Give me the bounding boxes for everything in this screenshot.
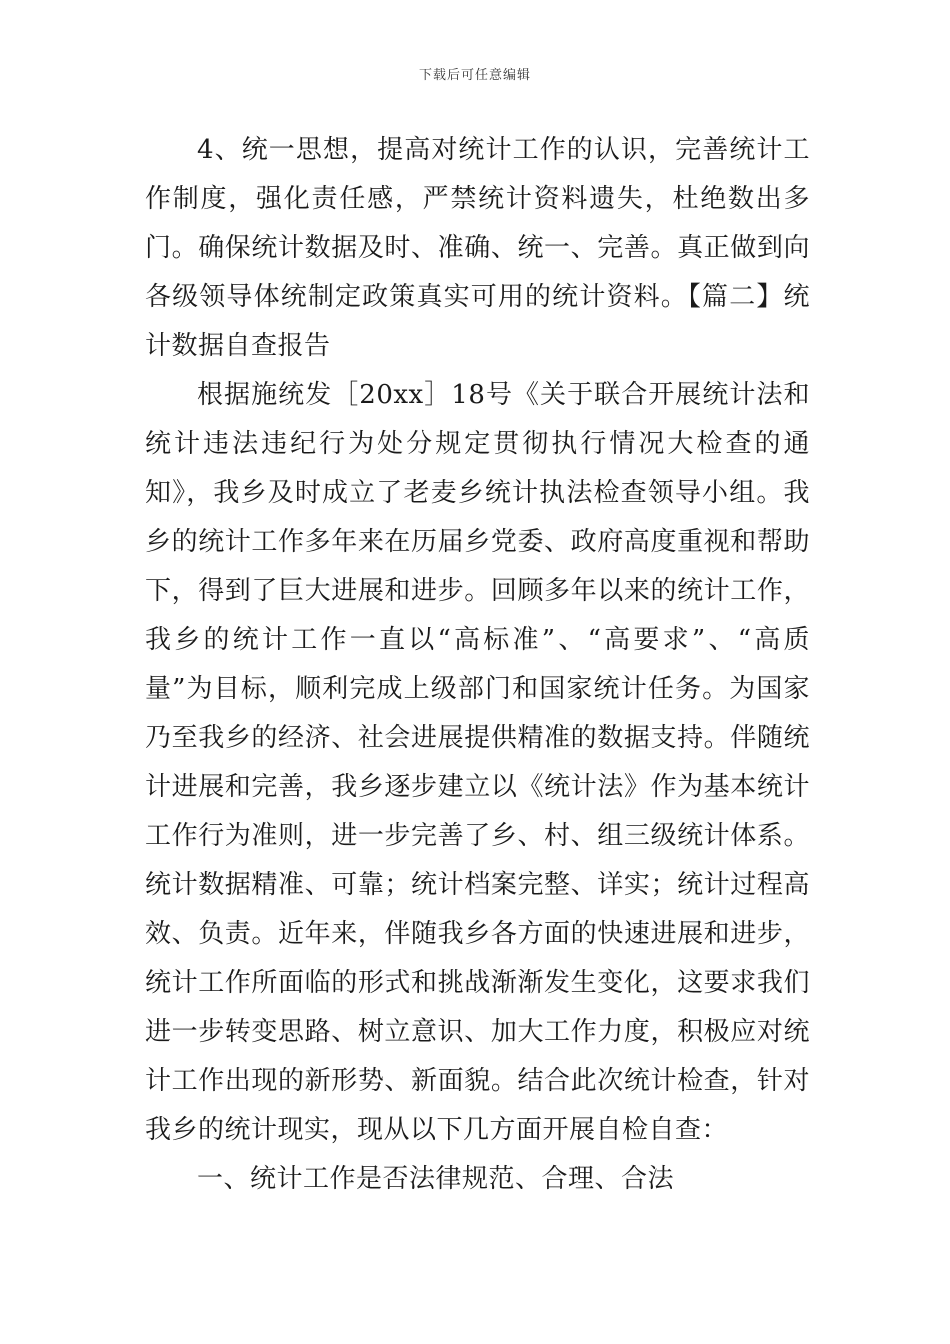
- section-heading-legality: 一、统计工作是否法律规范、合理、合法: [197, 1164, 675, 1194]
- document-body: [145, 126, 810, 1204]
- page-header: 下载后可任意编辑: [418, 68, 531, 83]
- paragraph-statistics-point-4: 4、统一思想，提高对统计工作的认识，完善统计工作制度，强化责任感，严禁统计资料遗失，杜绝数出多门。确保统计数据及时、准确、统一、完善。真正做到向各级领导体统制定政策真实可用的统计资料。【篇二】统计数据自查报告: [145, 135, 810, 361]
- paragraph-self-check-report: 根据施统发［20xx］18号《关于联合开展统计法和统计违法违纪行为处分规定贯彻执行情况大检查的通知》，我乡及时成立了老麦乡统计执法检查领导小组。我乡的统计工作多年来在历届乡党委、政府高度重视和帮助下，得到了巨大进展和进步。回顾多年以来的统计工作，我乡的统计工作一直以“高标准”、“高要求”、“高质量”为目标，顺利完成上级部门和国家统计任务。为国家乃至我乡的经济、社会进展提供精准的数据支持。伴随统计进展和完善，我乡逐步建立以《统计法》作为基本统计工作行为准则，进一步完善了乡、村、组三级统计体系。统计数据精准、可靠；统计档案完整、详实；统计过程高效、负责。近年来，伴随我乡各方面的快速进展和进步，统计工作所面临的形式和挑战渐渐发生变化，这要求我们进一步转变思路、树立意识、加大工作力度，积极应对统计工作出现的新形势、新面貌。结合此次统计检查，针对我乡的统计现实，现从以下几方面开展自检自查：: [145, 380, 810, 1145]
